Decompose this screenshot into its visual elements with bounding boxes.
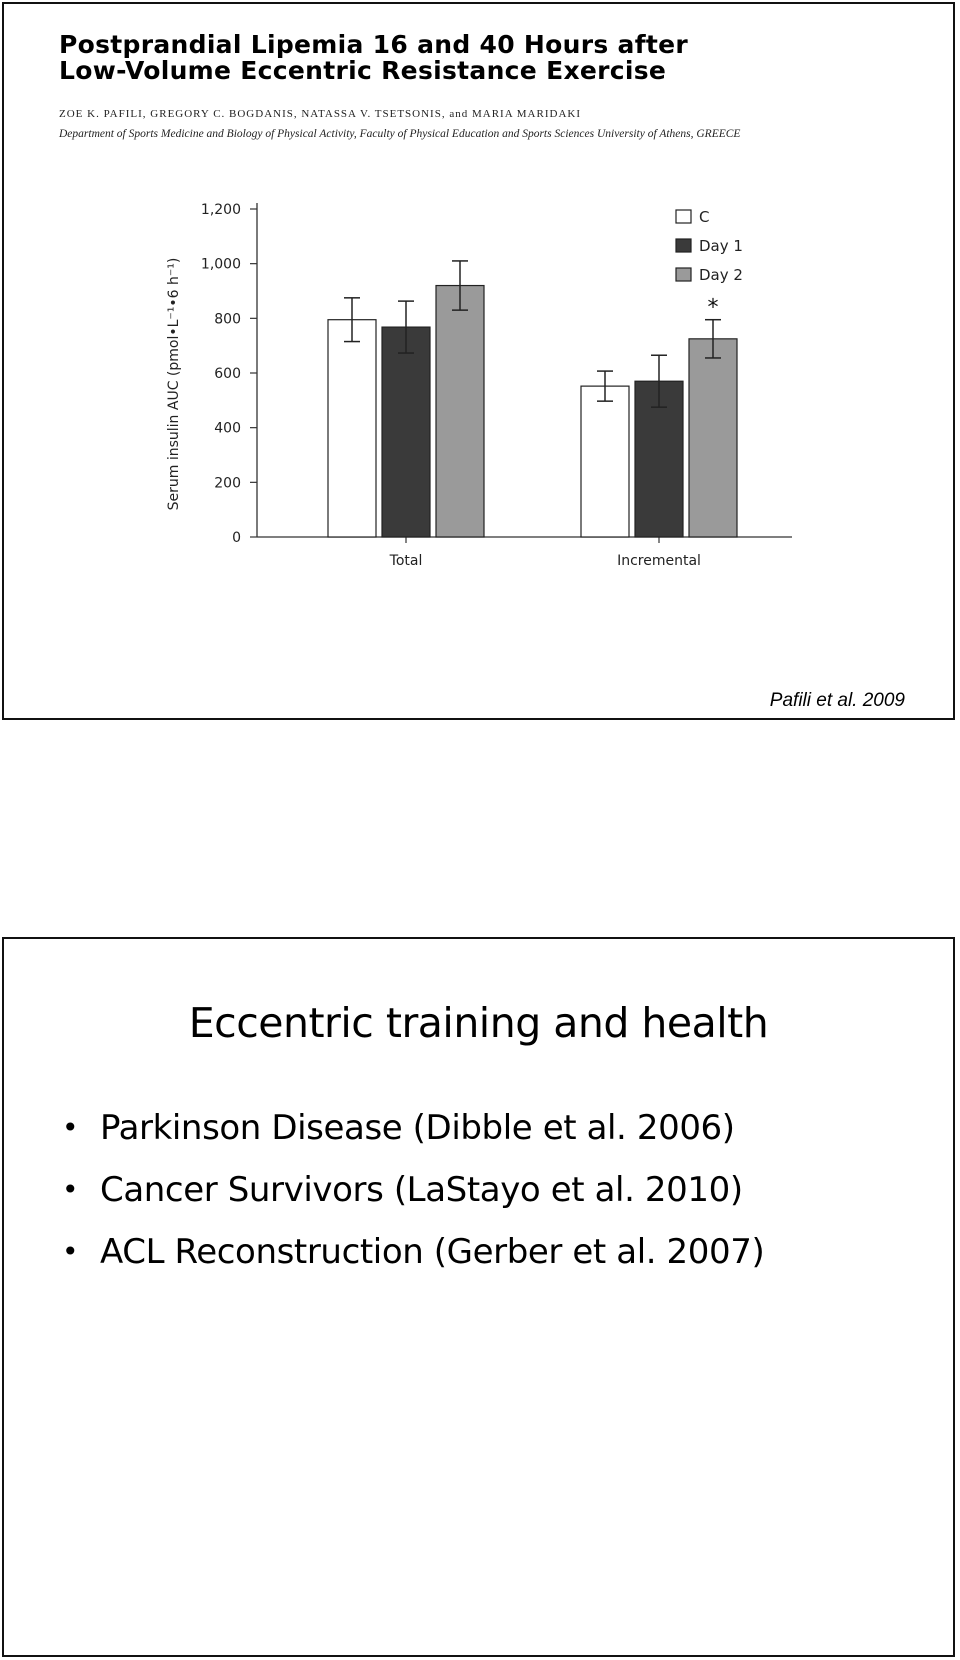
y-tick-label: 600 — [214, 366, 241, 382]
bar — [581, 386, 629, 537]
paper-affiliation: Department of Sports Medicine and Biology of Physical Activity, Faculty of Physical Education and Sports Sciences University of Athens, GREECE — [59, 128, 741, 140]
y-tick-label: 1,200 — [200, 202, 241, 218]
bullet-text: Parkinson Disease (Dibble et al. 2006) — [100, 1108, 735, 1148]
bar — [328, 320, 376, 537]
bar — [689, 339, 737, 537]
paper-title-line-2: Low-Volume Eccentric Resistance Exercise — [59, 56, 667, 85]
legend-swatch — [676, 210, 691, 223]
bullet-dot: • — [62, 1173, 79, 1206]
slide-2 — [2, 937, 955, 1657]
y-tick-label: 0 — [232, 530, 241, 546]
slide-1 — [2, 2, 955, 720]
legend-label: Day 2 — [699, 266, 743, 284]
x-tick-label: Incremental — [617, 553, 701, 569]
citation: Pafili et al. 2009 — [769, 690, 905, 711]
bullet-item — [62, 1169, 764, 1231]
y-tick-label: 800 — [214, 311, 241, 328]
y-tick-label: 1,000 — [200, 256, 241, 273]
bullet-item — [62, 1231, 764, 1293]
bullet-dot: • — [62, 1235, 79, 1268]
bullet-item — [62, 1107, 764, 1169]
bar — [436, 286, 484, 537]
insulin-auc-bar-chart — [4, 4, 953, 718]
bar — [382, 327, 430, 537]
bullet-text: Cancer Survivors (LaStayo et al. 2010) — [100, 1170, 743, 1210]
legend-label: C — [699, 208, 710, 226]
legend-swatch — [676, 268, 691, 281]
bullet-text: ACL Reconstruction (Gerber et al. 2007) — [100, 1232, 765, 1272]
x-tick-label: Total — [389, 553, 423, 569]
y-tick-label: 400 — [214, 420, 241, 437]
paper-authors: ZOE K. PAFILI, GREGORY C. BOGDANIS, NATASSA V. TSETSONIS, and MARIA MARIDAKI — [59, 108, 581, 120]
significance-asterisk: * — [707, 295, 719, 321]
bullet-dot: • — [62, 1111, 79, 1144]
legend-swatch — [676, 239, 691, 252]
y-axis-label: Serum insulin AUC (pmol•L⁻¹•6 h⁻¹) — [166, 257, 182, 511]
paper-title-line-1: Postprandial Lipemia 16 and 40 Hours after — [59, 30, 689, 59]
bullet-list — [62, 1107, 764, 1293]
slide-title: Eccentric training and health — [188, 999, 769, 1047]
legend-label: Day 1 — [699, 237, 743, 255]
y-tick-label: 200 — [214, 475, 241, 492]
